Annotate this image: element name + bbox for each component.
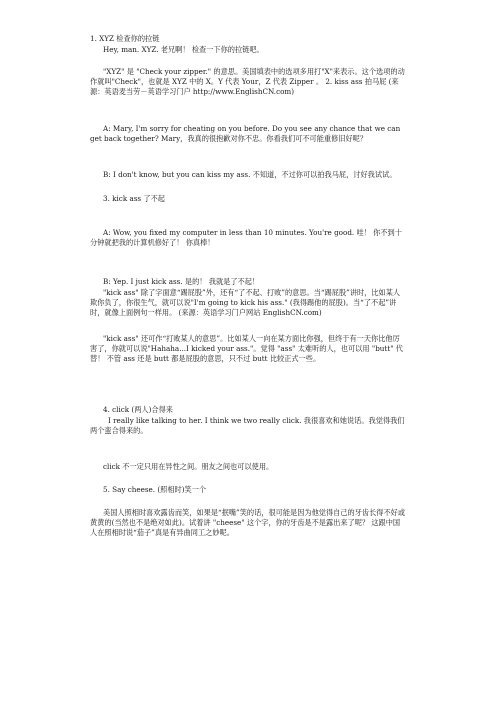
section-heading-click: 4. click (两人)合得来 (103, 405, 173, 414)
section-heading-say-cheese: 5. Say cheese. (照相时)笑一个 (103, 485, 207, 494)
explanation-paragraph: "XYZ" 是 "Check your zipper." 的意思。美国填表中的选项多用打"X"来表示。这个选项的动作就叫"Check"，也就是 XYZ 中的 X。Y 代表 Your，Z 代表 Zipper 。 2. kiss ass 拍马屁 (来源：英语麦当劳－英语学习门户 http://www.EnglishCN.com) (90, 67, 405, 97)
note-paragraph: click 不一定只用在异性之间。朋友之间也可以使用。 (103, 462, 274, 471)
dialogue-line-a: A: Mary, I'm sorry for cheating on you before. Do you see any chance that we can get back together? Mary，我真的很抱歉对你不忠。你看我们可不可能重修旧好呢？ (90, 124, 401, 144)
explanation-paragraph: "kick ass" 还可作“打败某人的意思”。比如某人一向在某方面比你强，但终于有一天你比他厉害了，你就可以说"Hahaha...I kicked your ass."。觉得 "ass" 太难听的人，也可以用 "butt" 代替！ 不管 ass 还是 butt 都是屁股的意思，只不过 butt 比较正式一些。 (90, 334, 403, 364)
section-heading-kick-ass: 3. kick ass 了不起 (103, 194, 165, 203)
dialogue-line-b: B: Yep. I just kick ass. 是的！ 我就是了不起！ (103, 277, 260, 286)
explanation-paragraph: 美国人照相时喜欢露齿而笑，如果是“抿嘴”笑的话，很可能是因为他觉得自己的牙齿长得不好或黄黄的(当然也不是绝对如此)。试着讲 "cheese" 这个字，你的牙齿是不是露出来了呢？ 这跟中国人在照相时说“茄子”真是有异曲同工之妙呢。 (90, 508, 406, 538)
section-heading-xyz: 1. XYZ 检查你的拉链 (90, 34, 160, 43)
explanation-paragraph: "kick ass" 除了字面意“踢屁股”外，还有“了不起、打败”的意思。当“踢屁股”讲时，比如某人欺你负了，你很生气，就可以说"I'm going to kick his ass." (我得踢他的屁股)。当“了不起”讲时，就像上面例句一样用。 (来源：英语学习门户网站 EnglishCN.com) (90, 288, 401, 318)
dialogue-line-b: B: I don't know, but you can kiss my ass. 不知道，不过你可以拍我马屁，讨好我试试。 (103, 170, 397, 179)
dialogue-line-a: A: Wow, you fixed my computer in less than 10 minutes. You're good. 哇！ 你不到十分钟就把我的计算机修好了！ 你真棒！ (90, 228, 402, 248)
example-sentence: Hey, man. XYZ. 老兄啊！ 检查一下你的拉链吧。 (103, 45, 264, 54)
example-sentence: I really like talking to her. I think we two really click. 我很喜欢和她说话。我觉得我们两个蛮合得来的。 (90, 416, 405, 436)
